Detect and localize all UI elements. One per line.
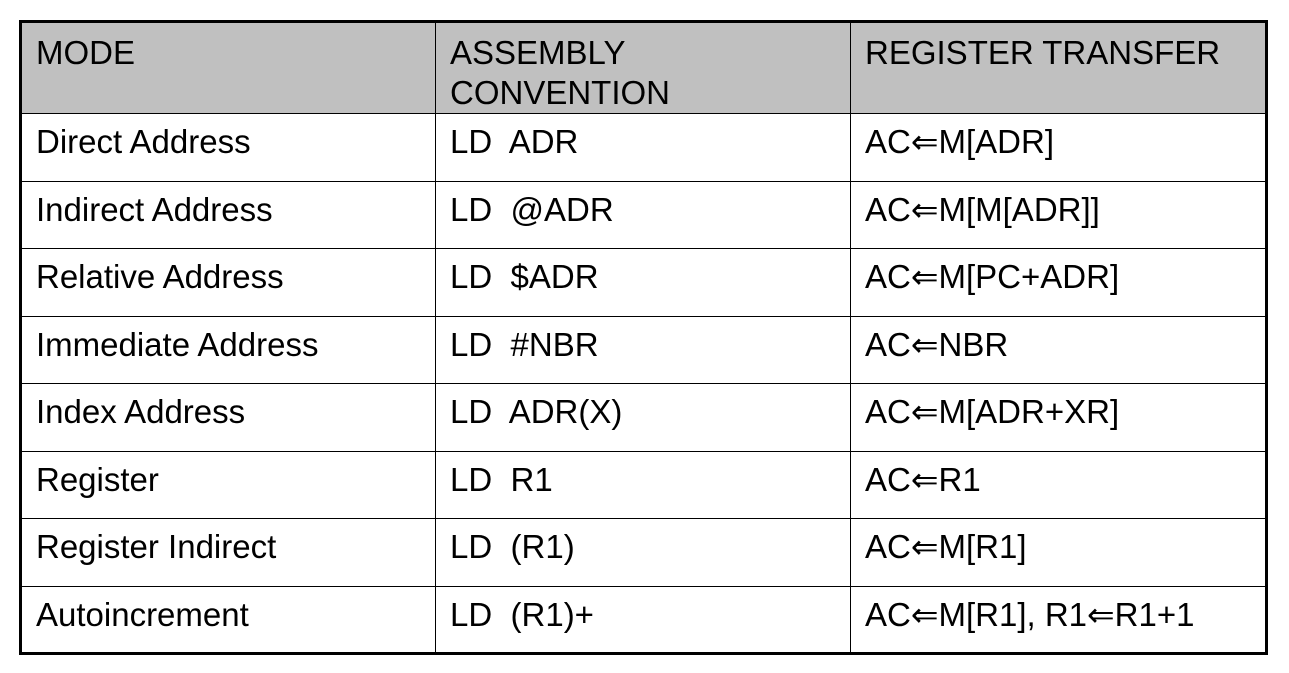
cell-transfer: AC⇐M[R1], R1⇐R1+1: [851, 586, 1267, 654]
cell-transfer: AC⇐M[R1]: [851, 519, 1267, 587]
cell-transfer: AC⇐R1: [851, 451, 1267, 519]
cell-assembly: LD @ADR: [436, 181, 851, 249]
header-row: [21, 22, 1267, 114]
cell-assembly: LD ADR(X): [436, 384, 851, 452]
cell-mode: Autoincrement: [21, 586, 436, 654]
cell-mode: Register Indirect: [21, 519, 436, 587]
table-row: [21, 249, 1267, 317]
cell-mode: Relative Address: [21, 249, 436, 317]
cell-assembly: LD $ADR: [436, 249, 851, 317]
cell-transfer: AC⇐NBR: [851, 316, 1267, 384]
table-row: [21, 519, 1267, 587]
cell-assembly: LD R1: [436, 451, 851, 519]
cell-assembly: LD ADR: [436, 114, 851, 182]
cell-transfer: AC⇐M[M[ADR]]: [851, 181, 1267, 249]
table-row: [21, 114, 1267, 182]
cell-mode: Immediate Address: [21, 316, 436, 384]
cell-mode: Index Address: [21, 384, 436, 452]
header-assembly-line2: CONVENTION: [450, 74, 671, 111]
table-row: [21, 316, 1267, 384]
table-row: [21, 384, 1267, 452]
cell-mode: Direct Address: [21, 114, 436, 182]
table-body: [21, 114, 1267, 654]
cell-assembly: LD (R1): [436, 519, 851, 587]
header-mode: MODE: [21, 22, 436, 114]
cell-mode: Indirect Address: [21, 181, 436, 249]
cell-assembly: LD (R1)+: [436, 586, 851, 654]
table-row: [21, 181, 1267, 249]
header-assembly-line1: ASSEMBLY: [450, 34, 626, 71]
cell-assembly: LD #NBR: [436, 316, 851, 384]
cell-mode: Register: [21, 451, 436, 519]
table-header: [21, 22, 1267, 114]
header-register-transfer: REGISTER TRANSFER: [851, 22, 1267, 114]
addressing-modes-table-container: [19, 20, 1265, 655]
cell-transfer: AC⇐M[ADR+XR]: [851, 384, 1267, 452]
table-row: [21, 451, 1267, 519]
cell-transfer: AC⇐M[PC+ADR]: [851, 249, 1267, 317]
addressing-modes-table: [19, 20, 1268, 655]
header-assembly-convention: [436, 22, 851, 114]
table-row: [21, 586, 1267, 654]
cell-transfer: AC⇐M[ADR]: [851, 114, 1267, 182]
